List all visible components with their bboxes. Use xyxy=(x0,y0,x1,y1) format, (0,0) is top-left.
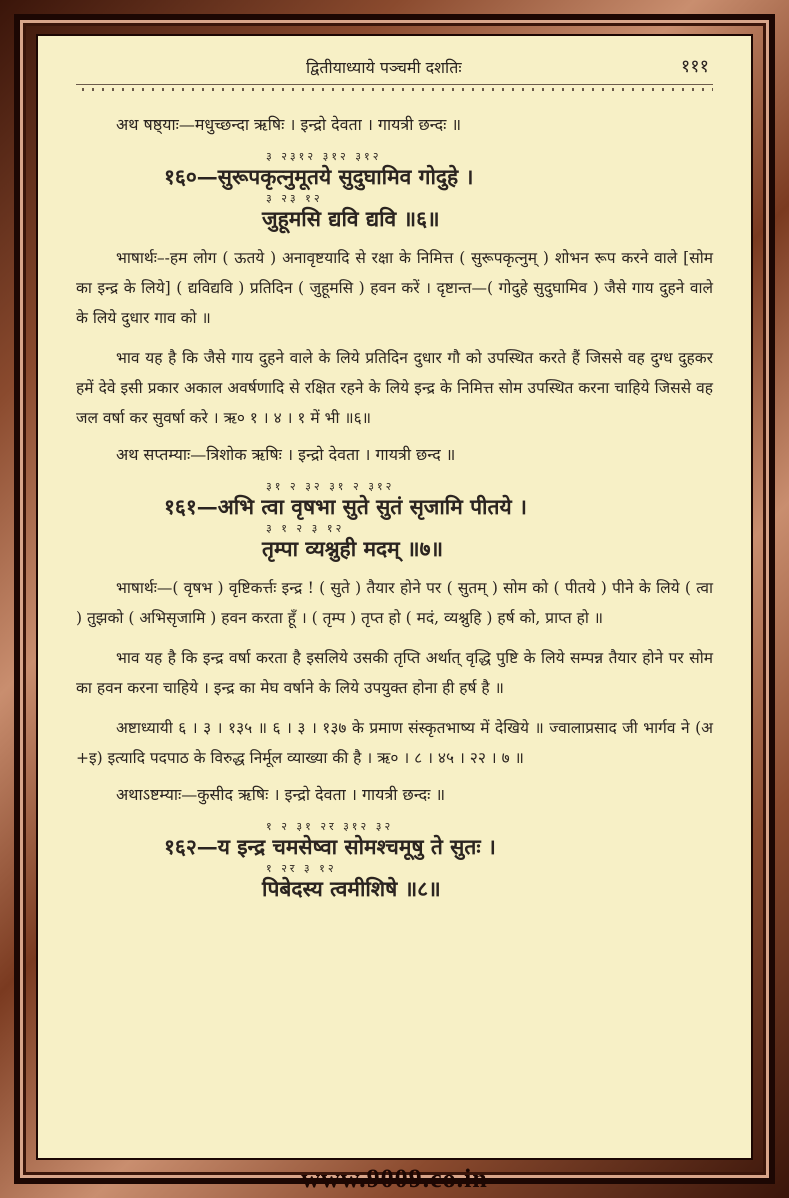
verse-162-mantra xyxy=(76,819,713,903)
verse-161-intro: अथ सप्तम्याः—त्रिशोक ऋषिः । इन्द्रो देवता । गायत्री छन्द ॥ xyxy=(116,445,456,464)
verse-160-bhava: भाव यह है कि जैसे गाय दुहने वाले के लिये प्रतिदिन दुधार गौ को उपस्थित करते हैं जिससे वह दुग्ध दुहकर हमें देवे इसी प्रकार अकाल अवर्षणादि से रक्षित रहने के लिये इन्द्र के निमित्त सोम उपस्थित करना चाहिये जिससे वह जल वर्षा कर सुवर्षा करे । ऋ० १ । ४ । १ में भी ॥६॥ xyxy=(76,349,713,427)
verse-160-accent-1: ३ २३१२ ३१२ ३१२ xyxy=(266,150,382,163)
book-page xyxy=(36,34,753,1160)
verse-161-line-1: १६१—अभि त्वा वृषभा सुते सुतं सृजामि पीतये । xyxy=(164,494,527,519)
verse-161-mantra xyxy=(76,479,713,563)
website-url: www.9009.co.in xyxy=(301,1164,488,1193)
verse-160-line-2: जुहूमसि द्यवि द्यवि ॥६॥ xyxy=(262,206,440,231)
verse-162-accent-1: १ २ ३१ २र ३१२ ३२ xyxy=(266,820,394,833)
verse-161-note: अष्टाध्यायी ६ । ३ । १३५ ॥ ६ । ३ । १३७ के प्रमाण संस्कृतभाष्य में देखिये ॥ ज्वालाप्रसाद जी भार्गव ने (अ +इ) इत्यादि पदपाठ के विरुद्ध निर्मूल व्याख्या की है । ऋ० । ८ । ४५ । २२ । ७ ॥ xyxy=(76,719,713,767)
verse-161-bhava: भाव यह है कि इन्द्र वर्षा करता है इसलिये उसकी तृप्ति अर्थात् वृद्धि पुष्टि के लिये सम्पन्न तैयार होने पर सोम का हवन करना चाहिये । इन्द्र का मेघ वर्षाने के लिये उपयुक्त होना ही हर्ष है ॥ xyxy=(76,649,713,697)
verse-161-accent-2: ३ १ २ ३ १२ xyxy=(266,522,345,535)
verse-160-intro: अथ षष्ठ्याः—मधुच्छन्दा ऋषिः । इन्द्रो देवता । गायत्री छन्दः ॥ xyxy=(116,115,462,134)
verse-162-line-2: पिबेदस्य त्वमीशिषे ॥८॥ xyxy=(262,876,441,901)
running-header xyxy=(76,46,713,82)
chapter-title: द्वितीयाध्याये पञ्चमी दशतिः xyxy=(306,58,462,77)
verse-160-bhashartha: भाषार्थः–-हम लोग ( ऊतये ) अनावृष्टयादि से रक्षा के निमित्त ( सुरूपकृत्नुम् ) शोभन रूप करने वाले [सोम का इन्द्र के लिये] ( द्यविद्यवि ) प्रतिदिन ( जुहूमसि ) हवन करें । दृष्टान्त—( गोदुहे सुदुघामिव ) जैसे गाय दुहने वाले के लिये दुधार गाव को ॥ xyxy=(76,249,713,327)
verse-162-intro: अथाऽष्टम्याः—कुसीद ऋषिः । इन्द्रो देवता । गायत्री छन्दः ॥ xyxy=(116,785,446,804)
verse-161-accent-1: ३१ २ ३२ ३१ २ ३१२ xyxy=(266,480,395,493)
ornamental-rule xyxy=(76,84,713,95)
verse-161-bhashartha: भाषार्थः—( वृषभ ) वृष्टिकर्त्तः इन्द्र ! ( सुते ) तैयार होने पर ( सुतम् ) सोम को ( पीतये ) पीने के लिये ( त्वा ) तुझको ( अभिसृजामि ) हवन करता हूँ । ( तृम्प ) तृप्त हो ( मदं, व्यश्नुहि ) हर्ष को, प्राप्त हो ॥ xyxy=(76,579,713,627)
verse-160-line-1: १६०—सुरूपकृत्नुमूतये सुदुघामिव गोदुहे । xyxy=(164,164,474,189)
page-number: १११ xyxy=(680,56,709,77)
verse-162-accent-2: १ २र ३ १२ xyxy=(266,862,337,875)
verse-160-accent-2: ३ २३ १२ xyxy=(266,192,323,205)
verse-160-mantra xyxy=(76,149,713,233)
verse-162-line-1: १६२—य इन्द्र चमसेष्वा सोमश्चमूषु ते सुतः । xyxy=(164,834,496,859)
verse-161-line-2: तृम्पा व्यश्नुही मदम् ॥७॥ xyxy=(262,536,444,561)
